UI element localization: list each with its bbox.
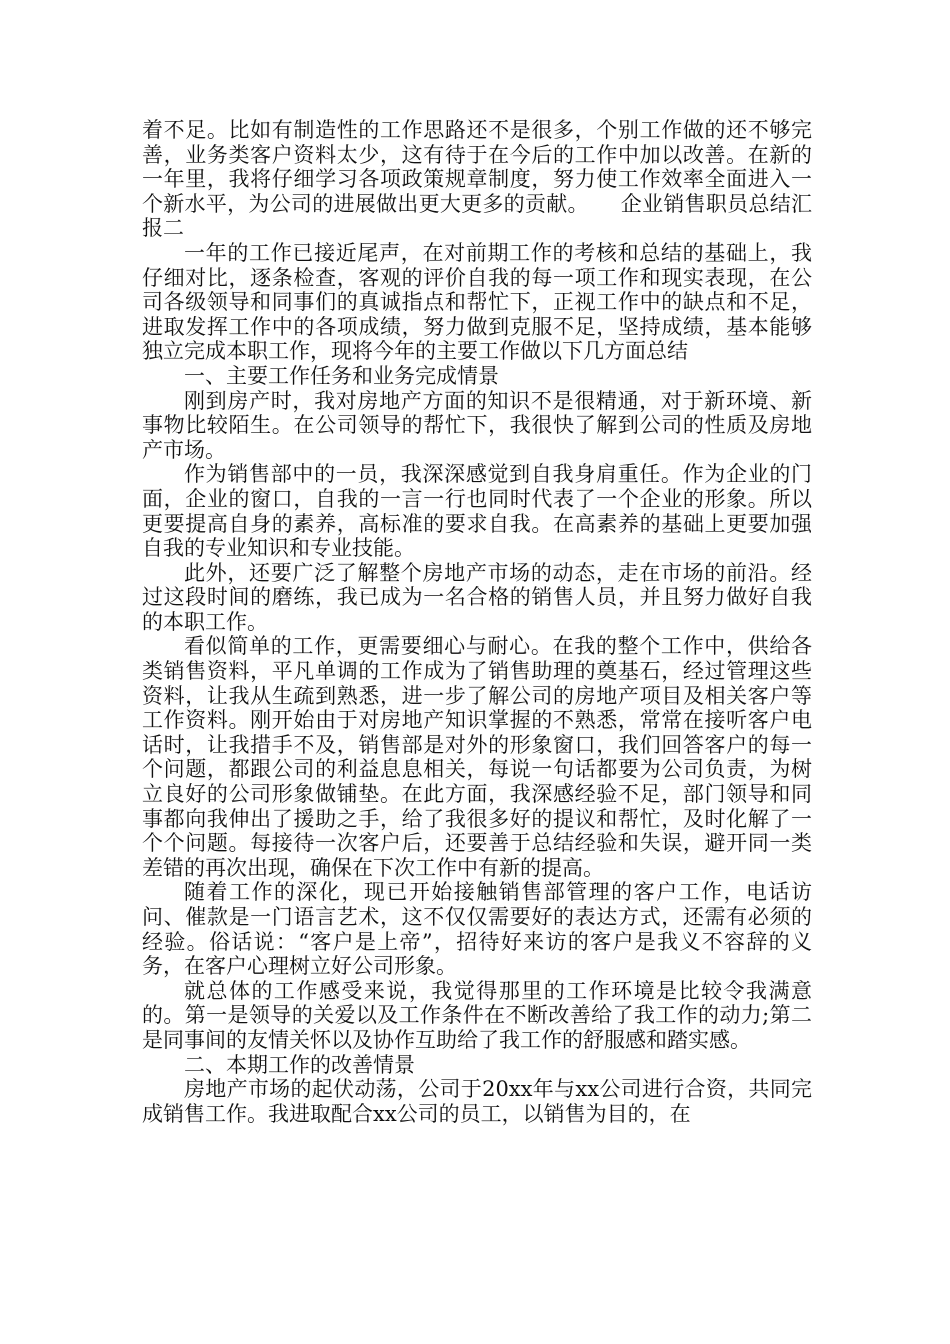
- paragraph-2: 一年的工作已接近尾声，在对前期工作的考核和总结的基础上，我仔细对比，逐条检查，客观的评价自我的每一项工作和现实表现，在公司各级领导和同事们的真诚指点和帮忙下，正视工作中的缺点和不足，进取发挥工作中的各项成绩，努力做到克服不足，坚持成绩，基本能够独立完成本职工作，现将今年的主要工作做以下几方面总结: [142, 240, 812, 364]
- paragraph-6: 看似简单的工作，更需要细心与耐心。在我的整个工作中，供给各类销售资料，平凡单调的工作成为了销售助理的奠基石，经过管理这些资料，让我从生疏到熟悉，进一步了解公司的房地产项目及相关客户等工作资料。刚开始由于对房地产知识掌握的不熟悉，常常在接听客户电话时，让我措手不及，销售部是对外的形象窗口，我们回答客户的每一个问题，都跟公司的利益息息相关，每说一句话都要为公司负责，为树立良好的公司形象做铺垫。在此方面，我深感经验不足，部门领导和同事都向我伸出了援助之手，给了我很多好的提议和帮忙，及时化解了一个个问题。每接待一次客户后，还要善于总结经验和失误，避开同一类差错的再次出现，确保在下次工作中有新的提高。: [142, 634, 812, 880]
- paragraph-7: 随着工作的深化，现已开始接触销售部管理的客户工作，电话访问、催款是一门语言艺术，这不仅仅需要好的表达方式，还需有必须的经验。俗话说：“客户是上帝”，招待好来访的客户是我义不容辞的义务，在客户心理树立好公司形象。: [142, 880, 812, 979]
- paragraph-5: 此外，还要广泛了解整个房地产市场的动态，走在市场的前沿。经过这段时间的磨练，我已成为一名合格的销售人员，并且努力做好自我的本职工作。: [142, 560, 812, 634]
- paragraph-9: 房地产市场的起伏动荡，公司于20xx年与xx公司进行合资，共同完成销售工作。我进取配合xx公司的员工，以销售为目的，在: [142, 1077, 812, 1126]
- paragraph-3: 刚到房产时，我对房地产方面的知识不是很精通，对于新环境、新事物比较陌生。在公司领导的帮忙下，我很快了解到公司的性质及房地产市场。: [142, 388, 812, 462]
- section-heading-1: 一、主要工作任务和业务完成情景: [184, 363, 499, 388]
- paragraph-8: 就总体的工作感受来说，我觉得那里的工作环境是比较令我满意的。第一是领导的关爱以及工作条件在不断改善给了我工作的动力;第二是同事间的友情关怀以及协作互助给了我工作的舒服感和踏实感。: [142, 978, 812, 1052]
- document-page: [142, 118, 812, 1126]
- section-heading-2: 二、本期工作的改善情景: [184, 1052, 415, 1077]
- paragraph-4: 作为销售部中的一员，我深深感觉到自我身肩重任。作为企业的门面，企业的窗口，自我的一言一行也同时代表了一个企业的形象。所以更要提高自身的素养，高标准的要求自我。在高素养的基础上更要加强自我的专业知识和专业技能。: [142, 462, 812, 561]
- paragraph-1: 着不足。比如有制造性的工作思路还不是很多，个别工作做的还不够完善，业务类客户资料太少，这有待于在今后的工作中加以改善。在新的一年里，我将仔细学习各项政策规章制度，努力使工作效率全面进入一个新水平，为公司的进展做出更大更多的贡献。 企业销售职员总结汇报二: [142, 118, 812, 241]
